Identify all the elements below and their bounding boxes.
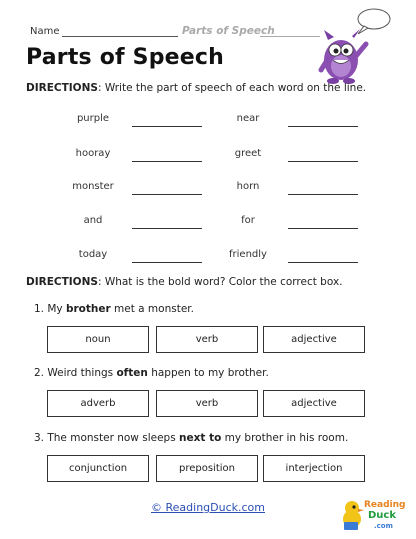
question-1-before: 1. My xyxy=(34,303,66,315)
answer-line[interactable] xyxy=(132,126,202,127)
answer-line[interactable] xyxy=(288,228,358,229)
answer-line[interactable] xyxy=(132,161,202,162)
question-1-after: met a monster. xyxy=(110,303,194,315)
answer-line[interactable] xyxy=(132,228,202,229)
answer-line[interactable] xyxy=(288,262,358,263)
directions-1 xyxy=(26,82,366,94)
option-box-verb[interactable]: verb xyxy=(156,326,258,353)
logo-text-line1: Reading xyxy=(364,500,406,510)
monster-body xyxy=(321,29,366,84)
answer-line[interactable] xyxy=(288,126,358,127)
answer-line[interactable] xyxy=(288,194,358,195)
option-box-conjunction[interactable]: conjunction xyxy=(47,455,149,482)
header-line xyxy=(260,36,320,37)
word-item: and xyxy=(83,215,103,226)
monster-illustration xyxy=(318,4,394,86)
option-box-noun[interactable]: noun xyxy=(47,326,149,353)
reading-duck-logo xyxy=(340,492,406,534)
question-3-after: my brother in his room. xyxy=(221,432,349,444)
logo-text-line3: .com xyxy=(374,522,393,530)
word-item: friendly xyxy=(229,249,267,260)
option-box-verb[interactable]: verb xyxy=(156,390,258,417)
answer-line[interactable] xyxy=(132,194,202,195)
directions-2-label: DIRECTIONS xyxy=(26,276,98,288)
word-item: purple xyxy=(76,113,110,124)
option-box-adjective[interactable]: adjective xyxy=(263,326,365,353)
question-2-bold-word: often xyxy=(116,367,148,379)
option-box-adjective[interactable]: adjective xyxy=(263,390,365,417)
worksheet-header-title: Parts of Speech xyxy=(182,25,275,37)
option-box-interjection[interactable]: interjection xyxy=(263,455,365,482)
word-item: today xyxy=(78,249,108,260)
word-item: monster xyxy=(72,181,114,192)
copyright-link[interactable]: © ReadingDuck.com xyxy=(151,501,265,514)
directions-1-label: DIRECTIONS xyxy=(26,82,98,94)
directions-2-text: : What is the bold word? Color the correct box. xyxy=(97,276,343,288)
name-label: Name xyxy=(30,26,60,37)
option-box-preposition[interactable]: preposition xyxy=(156,455,258,482)
question-2-after: happen to my brother. xyxy=(147,367,269,379)
speech-bubble xyxy=(358,9,390,34)
directions-2 xyxy=(26,276,343,288)
question-1-bold-word: brother xyxy=(65,303,111,315)
question-2-before: 2. Weird things xyxy=(34,367,117,379)
word-item: near xyxy=(236,113,260,124)
option-box-adverb[interactable]: adverb xyxy=(47,390,149,417)
question-3 xyxy=(34,432,348,444)
name-line[interactable] xyxy=(62,36,178,37)
logo-text-line2: Duck xyxy=(368,510,396,521)
answer-line[interactable] xyxy=(288,161,358,162)
answer-line[interactable] xyxy=(132,262,202,263)
word-item: horn xyxy=(236,181,260,192)
question-3-before: 3. The monster now sleeps xyxy=(34,432,180,444)
question-2 xyxy=(34,367,269,379)
directions-1-text: : Write the part of speech of each word on the line. xyxy=(97,82,367,94)
question-3-bold-word: next to xyxy=(179,432,222,444)
word-item: greet xyxy=(234,148,262,159)
word-item: for xyxy=(241,215,255,226)
word-item: hooray xyxy=(75,148,111,159)
question-1 xyxy=(34,303,194,315)
page-title: Parts of Speech xyxy=(26,45,224,70)
